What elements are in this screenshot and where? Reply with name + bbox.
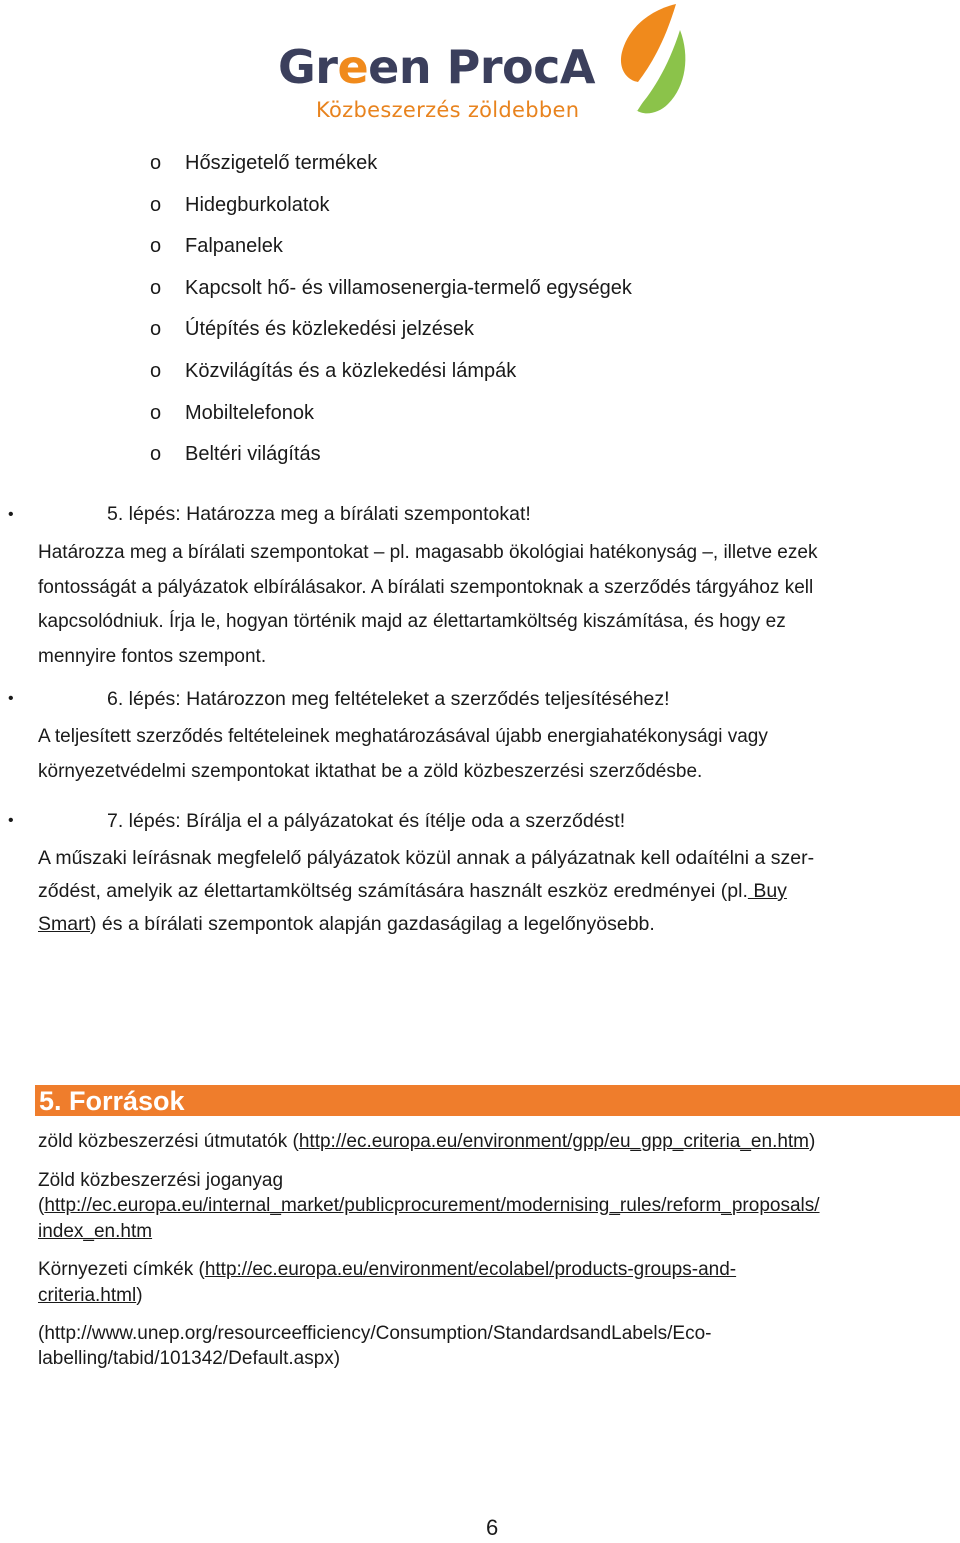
list-bullet: o: [150, 443, 162, 466]
buy-smart-link-cont[interactable]: Smart: [38, 913, 91, 935]
step-7-title: 7. lépés: Bírálja el a pályázatokat és ítélje oda a szerződést!: [107, 810, 626, 832]
step-5-title: 5. lépés: Határozza meg a bírálati szempontokat!: [107, 503, 531, 525]
source-gpp-law: Zöld közbeszerzési joganyag: [38, 1170, 284, 1191]
leaf-logo-icon: [606, 0, 696, 128]
step-7-line: Smart) és a bírálati szempontok alapján gazdaságilag a legelőnyösebb.: [38, 913, 655, 935]
ecolabel-link-cont[interactable]: criteria.html: [38, 1285, 137, 1306]
logo-title: Green ProcA: [278, 40, 595, 94]
list-item: [0, 228, 960, 270]
step-5-line: fontosságát a pályázatok elbírálásakor. A bírálati szempontoknak a szerződés tárgyához kell: [38, 576, 814, 598]
step-bullet: •: [8, 506, 14, 523]
source-unep-line2: labelling/tabid/101342/Default.aspx): [38, 1348, 341, 1369]
list-bullet: o: [150, 318, 162, 341]
source-unep: (http://www.unep.org/resourceefficiency/Consumption/StandardsandLabels/Eco-: [38, 1323, 712, 1344]
sources-heading: 5. Források: [39, 1086, 185, 1116]
step-5-line: kapcsolódniuk. Írja le, hogyan történik majd az élettartamköltség kiszámítása, és hogy ez: [38, 611, 786, 632]
list-item: [0, 353, 960, 395]
step-6-line: A teljesített szerződés feltételeinek meghatározásával újabb energiahatékonysági vagy: [38, 726, 768, 747]
source-gpp-law-link-line: (http://ec.europa.eu/internal_market/publicprocurement/modernising_rules/reform_proposals/: [38, 1195, 820, 1216]
step-7-body: [38, 842, 958, 941]
buy-smart-link[interactable]: Buy: [747, 880, 787, 902]
page-number: 6: [486, 1515, 499, 1540]
sources-heading-bar: [35, 1085, 960, 1116]
list-item-label: Falpanelek: [185, 235, 283, 258]
list-item-label: Mobiltelefonok: [185, 401, 314, 424]
source-gpp-guides: zöld közbeszerzési útmutatók (http://ec.europa.eu/environment/gpp/eu_gpp_criteria_en.htm): [38, 1131, 816, 1152]
list-item: [0, 311, 960, 353]
step-bullet: •: [8, 812, 14, 829]
step-6-body: [38, 719, 958, 789]
step-6-title: 6. lépés: Határozzon meg feltételeket a szerződés teljesítéséhez!: [107, 688, 670, 710]
list-bullet: o: [150, 401, 162, 424]
list-bullet: o: [150, 152, 162, 174]
step-bullet: •: [8, 690, 14, 707]
header-logo: [270, 0, 960, 130]
gpp-criteria-link[interactable]: http://ec.europa.eu/environment/gpp/eu_gpp_criteria_en.htm: [298, 1131, 810, 1152]
source-gpp-law-link-line2: [38, 1219, 152, 1245]
list-item-label: Beltéri világítás: [185, 443, 321, 466]
logo-subtitle: Közbeszerzés zöldebben: [316, 98, 580, 122]
step-6-line: környezetvédelmi szempontokat iktathat be a zöld közbeszerzési szerződésbe.: [38, 761, 703, 782]
list-item-label: Közvilágítás és a közlekedési lámpák: [185, 359, 517, 382]
list-item-label: Útépítés és közlekedési jelzések: [185, 318, 475, 341]
list-item-label: Kapcsolt hő- és villamosenergia-termelő egységek: [185, 276, 632, 299]
list-item: [0, 187, 960, 229]
list-bullet: o: [150, 359, 162, 382]
step-5-line: mennyire fontos szempont.: [38, 645, 267, 667]
step-7-line: A műszaki leírásnak megfelelő pályázatok közül annak a pályázatnak kell odaítélni a szer-: [38, 847, 815, 869]
list-item: [0, 436, 960, 478]
list-bullet: o: [150, 193, 162, 216]
step-7-line: ződést, amelyik az élettartamköltség számítására használt eszköz eredményei (pl. Buy: [38, 880, 787, 902]
reform-proposals-link-cont[interactable]: index_en.htm: [38, 1221, 153, 1242]
step-5-body: [38, 536, 958, 674]
source-ecolabel: Környezeti címkék (http://ec.europa.eu/environment/ecolabel/products-groups-and-: [38, 1259, 737, 1280]
list-item: [0, 145, 960, 187]
step-5-line: Határozza meg a bírálati szempontokat – pl. magasabb ökológiai hatékonyság –, illetve ezek: [38, 542, 818, 563]
list-item: [0, 395, 960, 437]
reform-proposals-link[interactable]: http://ec.europa.eu/internal_market/publicprocurement/modernising_rules/reform_proposals/: [44, 1195, 820, 1216]
list-item-label: Hidegburkolatok: [185, 193, 330, 216]
ecolabel-link[interactable]: http://ec.europa.eu/environment/ecolabel/products-groups-and-: [204, 1259, 737, 1280]
list-bullet: o: [150, 276, 162, 299]
source-ecolabel-line2: criteria.html): [38, 1285, 143, 1306]
list-bullet: o: [150, 235, 162, 258]
list-item-label: Hőszigetelő termékek: [185, 152, 378, 174]
list-item: [0, 270, 960, 312]
product-group-list: [0, 145, 960, 478]
